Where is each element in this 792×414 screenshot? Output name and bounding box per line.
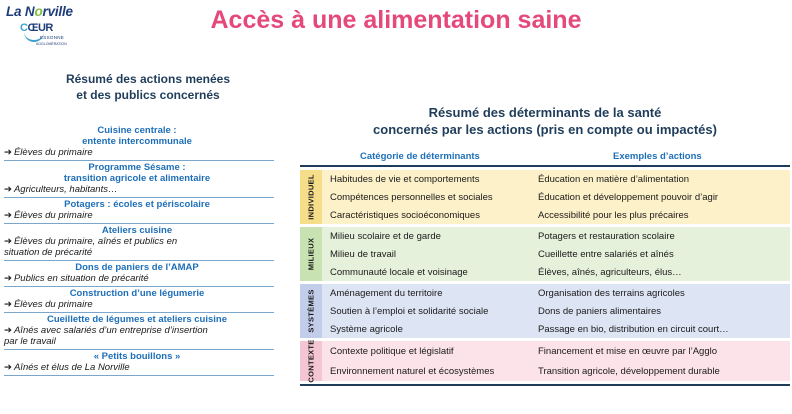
action-item (4, 261, 274, 287)
action-example-cell: Éducation et développement pouvoir d’agir (538, 191, 719, 203)
action-public: ➔ Aînés avec salariés d’un entreprise d’insertion (4, 325, 208, 336)
action-public: ➔ Publics en situation de précarité (4, 273, 149, 284)
determinant-category-cell: Communauté locale et voisinage (330, 266, 468, 278)
determinant-group (300, 341, 790, 381)
determinant-category-cell: Système agricole (330, 323, 403, 335)
action-title: Construction d’une légumerie (69, 288, 205, 299)
action-item (4, 313, 274, 350)
action-example-cell: Transition agricole, développement durable (538, 365, 720, 377)
action-item (4, 287, 274, 313)
determinant-category-cell: Compétences personnelles et sociales (330, 191, 493, 203)
determinant-category-cell: Environnement naturel et écosystèmes (330, 365, 495, 377)
group-label: SYSTÈMES (300, 284, 322, 338)
action-public: ➔ Élèves du primaire, aînés et publics en (4, 236, 178, 247)
action-example-cell: Élèves, aînés, agriculteurs, élus… (538, 266, 682, 278)
action-example-cell: Financement et mise en œuvre par l’Agglo (538, 345, 717, 357)
arrow-right-icon: ➔ (4, 299, 12, 310)
table-row (322, 170, 790, 188)
action-public: situation de précarité (4, 247, 93, 258)
arrow-right-icon: ➔ (4, 236, 12, 247)
action-item (4, 350, 274, 376)
action-title: transition agricole et alimentaire (63, 173, 211, 184)
table-row (322, 263, 790, 281)
action-public: ➔ Aînés et élus de La Norville (4, 362, 130, 373)
arrow-right-icon: ➔ (4, 210, 12, 221)
table-row (322, 206, 790, 224)
action-public: par le travail (4, 336, 56, 347)
action-public: ➔ Élèves du primaire (4, 147, 93, 158)
table-row (322, 361, 790, 381)
page-title: Accès à une alimentation saine (210, 6, 582, 34)
action-title: Cuisine centrale : (97, 125, 177, 136)
table-bottom-rule (300, 384, 790, 386)
determinant-group (300, 227, 790, 281)
table-row (322, 245, 790, 263)
table-header (300, 147, 790, 167)
arrow-right-icon: ➔ (4, 147, 12, 158)
action-example-cell: Éducation en matière d’alimentation (538, 173, 690, 185)
action-example-cell: Cueillette entre salariés et aînés (538, 248, 674, 260)
table-row (322, 227, 790, 245)
action-item (4, 161, 274, 198)
action-title: Dons de paniers de l’AMAP (75, 262, 199, 273)
actions-heading: Résumé des actions menées et des publics concernés (65, 72, 231, 102)
table-row (322, 341, 790, 361)
action-item (4, 198, 274, 224)
action-title: Programme Sésame : (88, 162, 186, 173)
logo-coeur: CŒUR (20, 22, 53, 34)
determinant-category-cell: Milieu scolaire et de garde (330, 230, 441, 242)
group-label: CONTEXTE (300, 341, 322, 381)
action-example-cell: Accessibilité pour les plus précaires (538, 209, 689, 221)
action-public: ➔ Élèves du primaire (4, 210, 93, 221)
action-title: « Petits bouillons » (93, 351, 181, 362)
determinant-group (300, 284, 790, 338)
table-row (322, 320, 790, 338)
column-header-category: Catégorie de déterminants (360, 151, 480, 162)
determinant-category-cell: Milieu de travail (330, 248, 396, 260)
table-row (322, 284, 790, 302)
arrow-right-icon: ➔ (4, 325, 12, 336)
logo-brand: La Norville (6, 4, 73, 19)
determinant-category-cell: Soutien à l’emploi et solidarité sociale (330, 305, 489, 317)
action-title: Potagers : écoles et périscolaire (64, 199, 210, 210)
action-title: Cueillette de légumes et ateliers cuisine (46, 314, 228, 325)
table-row (322, 188, 790, 206)
column-header-examples: Exemples d’actions (613, 151, 702, 162)
action-item (4, 224, 274, 261)
determinant-group (300, 170, 790, 224)
determinant-category-cell: Caractéristiques socioéconomiques (330, 209, 480, 221)
arrow-right-icon: ➔ (4, 362, 12, 373)
determinant-category-cell: Contexte politique et législatif (330, 345, 454, 357)
action-example-cell: Dons de paniers alimentaires (538, 305, 662, 317)
arrow-right-icon: ➔ (4, 184, 12, 195)
logo-essonne: ESSONNE (40, 35, 65, 40)
action-public: ➔ Agriculteurs, habitants… (4, 184, 118, 195)
action-example-cell: Organisation des terrains agricoles (538, 287, 685, 299)
logo-tagline: AGGLOMÉRATION (36, 42, 67, 46)
determinant-category-cell: Habitudes de vie et comportements (330, 173, 480, 185)
action-public: ➔ Élèves du primaire (4, 299, 93, 310)
determinants-heading: Résumé des déterminants de la santé concernés par les actions (pris en compte ou impactés) (373, 105, 717, 137)
action-example-cell: Passage en bio, distribution en circuit court… (538, 323, 729, 335)
action-item (4, 124, 274, 161)
group-label: INDIVIDUEL (300, 170, 322, 224)
group-label: MILIEUX (300, 227, 322, 281)
actions-list (4, 124, 274, 376)
action-title: entente intercommunale (82, 136, 192, 147)
action-example-cell: Potagers et restauration scolaire (538, 230, 675, 242)
determinants-table (300, 147, 790, 386)
action-title: Ateliers cuisine (101, 225, 173, 236)
table-row (322, 302, 790, 320)
arrow-right-icon: ➔ (4, 273, 12, 284)
determinant-category-cell: Aménagement du territoire (330, 287, 443, 299)
